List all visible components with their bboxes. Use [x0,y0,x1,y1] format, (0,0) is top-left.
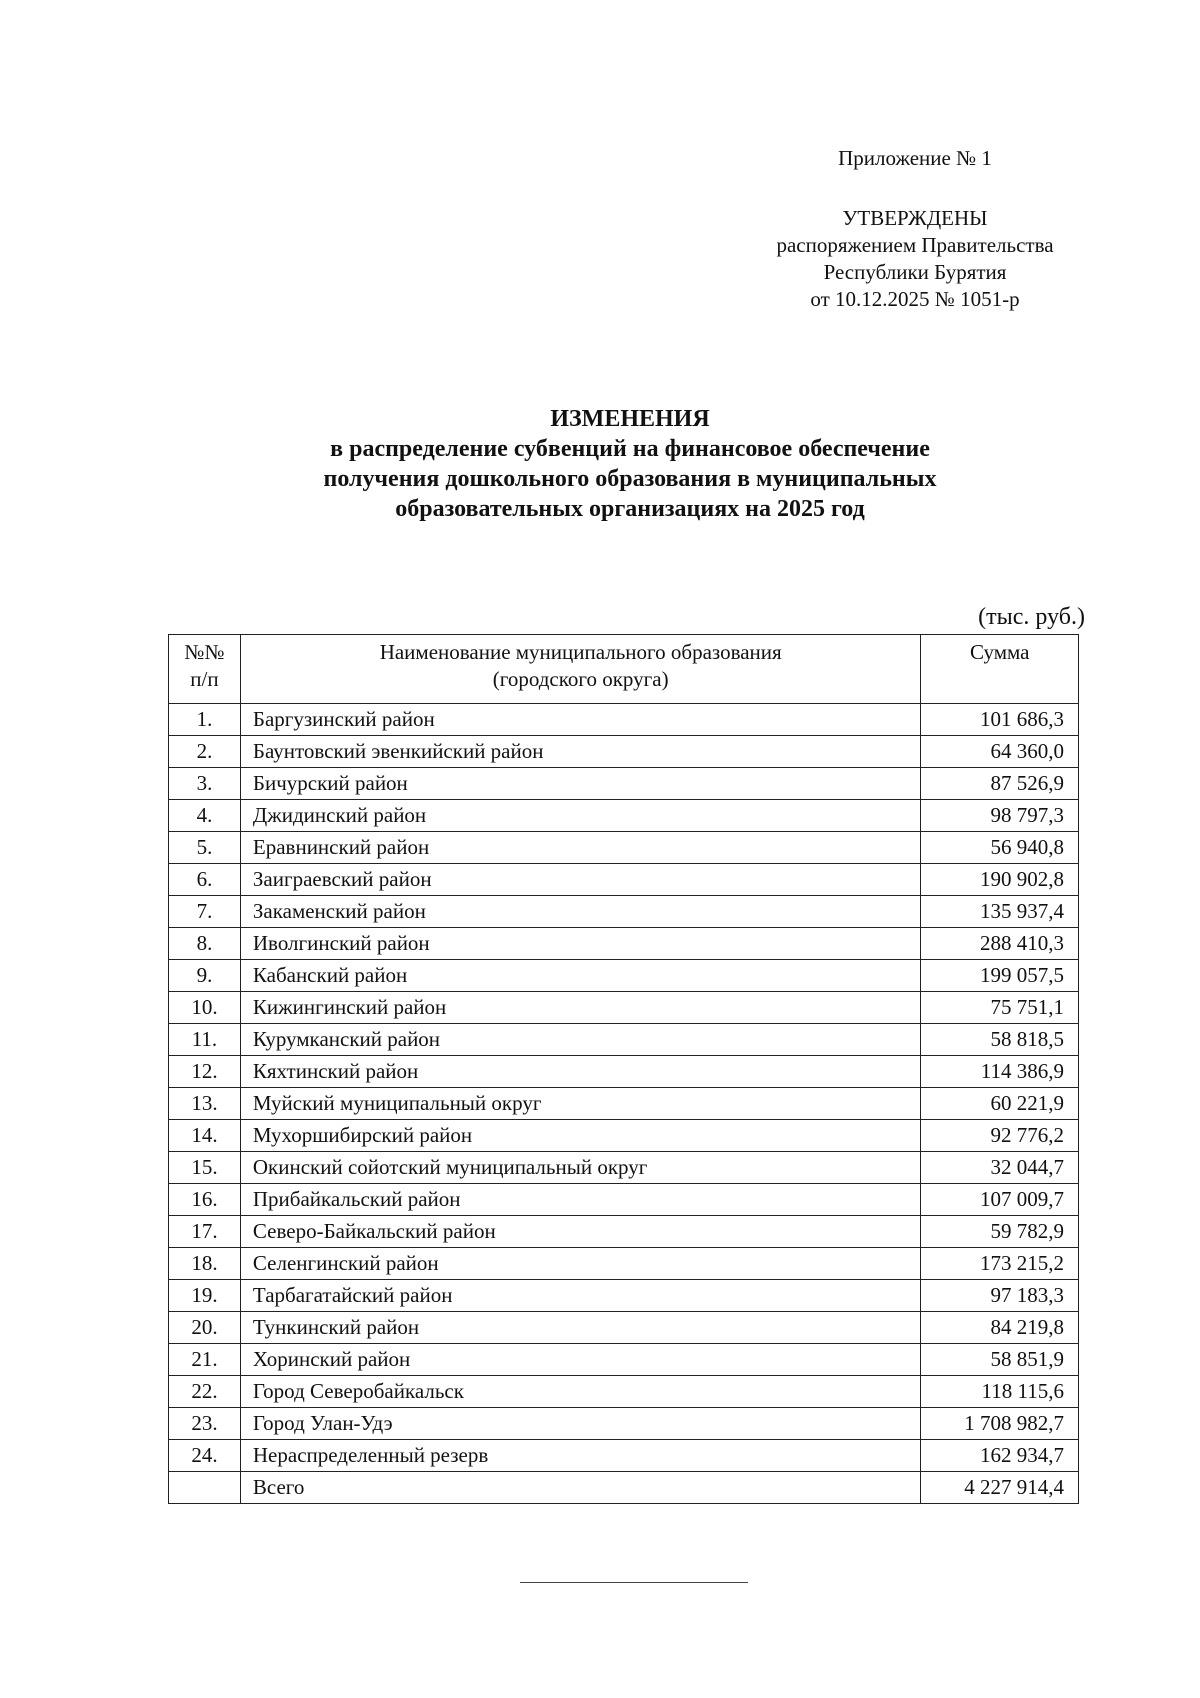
row-name: Прибайкальский район [240,1184,921,1216]
row-sum: 92 776,2 [921,1120,1079,1152]
row-sum: 173 215,2 [921,1248,1079,1280]
row-sum: 98 797,3 [921,800,1079,832]
table-row [169,1312,1079,1344]
row-name: Селенгинский район [240,1248,921,1280]
table-row [169,1376,1079,1408]
table-row [169,1184,1079,1216]
row-name: Кижингинский район [240,992,921,1024]
footer-rule [520,1582,748,1583]
row-sum: 58 818,5 [921,1024,1079,1056]
title-line-1: в распределение субвенций на финансовое обеспечение [330,436,930,462]
table-body [169,704,1079,1504]
row-name: Тарбагатайский район [240,1280,921,1312]
row-sum: 118 115,6 [921,1376,1079,1408]
row-number: 16. [169,1184,241,1216]
row-number: 23. [169,1408,241,1440]
total-name: Всего [240,1472,921,1504]
row-sum: 59 782,9 [921,1216,1079,1248]
table-row [169,864,1079,896]
row-name: Джидинский район [240,800,921,832]
title-line-3: образовательных организациях на 2025 год [395,496,865,522]
row-name: Кабанский район [240,960,921,992]
row-sum: 64 360,0 [921,736,1079,768]
table-row [169,832,1079,864]
row-number: 17. [169,1216,241,1248]
table-row [169,1216,1079,1248]
total-sum: 4 227 914,4 [921,1472,1079,1504]
row-name: Муйский муниципальный округ [240,1088,921,1120]
row-sum: 114 386,9 [921,1056,1079,1088]
row-sum: 107 009,7 [921,1184,1079,1216]
row-name: Иволгинский район [240,928,921,960]
row-sum: 60 221,9 [921,1088,1079,1120]
row-number: 22. [169,1376,241,1408]
header-name-line-2: (городского округа) [492,667,669,691]
row-number: 3. [169,768,241,800]
row-sum: 101 686,3 [921,704,1079,736]
row-number: 10. [169,992,241,1024]
table-row [169,1056,1079,1088]
row-number: 21. [169,1344,241,1376]
row-sum: 97 183,3 [921,1280,1079,1312]
header-name-line-1: Наименование муниципального образования [379,640,782,664]
row-name: Закаменский район [240,896,921,928]
row-number: 1. [169,704,241,736]
title-heading: ИЗМЕНЕНИЯ [550,406,710,432]
appendix-label: Приложение № 1 [838,146,992,170]
row-number: 15. [169,1152,241,1184]
row-number: 2. [169,736,241,768]
row-name: Мухоршибирский район [240,1120,921,1152]
approval-line-3: от 10.12.2025 № 1051-р [810,287,1020,311]
table-row [169,1120,1079,1152]
row-number: 12. [169,1056,241,1088]
table-row [169,1152,1079,1184]
row-sum: 84 219,8 [921,1312,1079,1344]
row-name: Окинский сойотский муниципальный округ [240,1152,921,1184]
table-row [169,1344,1079,1376]
row-sum: 288 410,3 [921,928,1079,960]
table-row [169,1408,1079,1440]
header-number-line-2: п/п [190,667,219,691]
row-sum: 56 940,8 [921,832,1079,864]
distribution-table [168,634,1079,1504]
row-number: 8. [169,928,241,960]
row-number: 9. [169,960,241,992]
row-number: 18. [169,1248,241,1280]
table-row [169,1024,1079,1056]
table-row [169,1088,1079,1120]
row-name: Нераспределенный резерв [240,1440,921,1472]
header-sum: Сумма [921,635,1079,704]
row-name: Курумканский район [240,1024,921,1056]
table-row [169,960,1079,992]
table-row [169,736,1079,768]
row-sum: 75 751,1 [921,992,1079,1024]
table-row [169,800,1079,832]
approved-label: УТВЕРЖДЕНЫ [842,206,988,230]
row-name: Баунтовский эвенкийский район [240,736,921,768]
table-row [169,1248,1079,1280]
units-label: (тыс. руб.) [978,604,1085,630]
approval-block [745,145,1085,313]
row-sum: 1 708 982,7 [921,1408,1079,1440]
table-row [169,992,1079,1024]
table-header-row [169,635,1079,704]
row-name: Город Северобайкальск [240,1376,921,1408]
row-sum: 58 851,9 [921,1344,1079,1376]
table-row [169,768,1079,800]
row-name: Город Улан-Удэ [240,1408,921,1440]
row-sum: 87 526,9 [921,768,1079,800]
row-name: Еравнинский район [240,832,921,864]
approval-line-2: Республики Бурятия [823,260,1007,284]
table-row [169,1440,1079,1472]
row-name: Северо-Байкальский район [240,1216,921,1248]
row-name: Баргузинский район [240,704,921,736]
header-number-line-1: №№ [184,640,225,664]
row-number: 14. [169,1120,241,1152]
row-number: 11. [169,1024,241,1056]
approval-line-1: распоряжением Правительства [776,233,1054,257]
table-row [169,1280,1079,1312]
title-line-2: получения дошкольного образования в муниципальных [323,466,937,492]
row-sum: 199 057,5 [921,960,1079,992]
row-name: Бичурский район [240,768,921,800]
row-sum: 190 902,8 [921,864,1079,896]
row-name: Хоринский район [240,1344,921,1376]
table-row [169,896,1079,928]
row-sum: 135 937,4 [921,896,1079,928]
header-name [240,635,921,704]
row-name: Тункинский район [240,1312,921,1344]
table-row [169,704,1079,736]
row-number: 6. [169,864,241,896]
header-number [169,635,241,704]
row-name: Заиграевский район [240,864,921,896]
row-number: 24. [169,1440,241,1472]
row-number: 5. [169,832,241,864]
row-sum: 162 934,7 [921,1440,1079,1472]
document-title [150,404,1110,524]
row-number: 20. [169,1312,241,1344]
row-sum: 32 044,7 [921,1152,1079,1184]
total-row [169,1472,1079,1504]
row-number: 7. [169,896,241,928]
row-name: Кяхтинский район [240,1056,921,1088]
table-row [169,928,1079,960]
row-number: 19. [169,1280,241,1312]
total-number [169,1472,241,1504]
row-number: 13. [169,1088,241,1120]
row-number: 4. [169,800,241,832]
